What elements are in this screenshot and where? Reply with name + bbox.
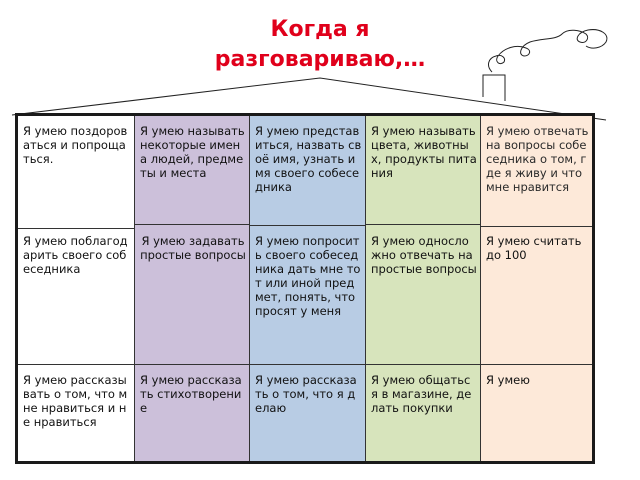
divider <box>18 364 134 365</box>
column-1 <box>18 116 135 461</box>
divider <box>481 364 592 365</box>
divider <box>250 225 365 226</box>
divider <box>366 364 480 365</box>
page-title-line-2: разговариваю,… <box>214 47 426 72</box>
divider <box>18 228 134 229</box>
cell-col5-row3: Я умею <box>486 373 530 387</box>
cell-col4-row3: Я умею общаться в магазине, делать покупки <box>371 373 472 415</box>
cell-col3-row3: Я умею рассказать о том, что я делаю <box>255 373 357 415</box>
cell-col1-row1: Я умею поздороваться и попрощаться. <box>23 124 128 166</box>
divider <box>250 364 365 365</box>
divider <box>135 364 249 365</box>
column-3 <box>250 116 366 461</box>
column-4 <box>366 116 481 461</box>
cell-col4-row2: Я умею односложно отвечать на простые вопросы <box>371 234 477 276</box>
cell-col4-row1: Я умею называть цвета, животных, продукты питания <box>371 124 477 180</box>
divider <box>366 224 480 225</box>
cell-col2-row1: Я умею называть некоторые имена людей, предметы и места <box>140 124 245 180</box>
cell-col5-row1: Я умею отвечать на вопросы собеседника о том, где я живу и что мне нравится <box>486 124 589 194</box>
chimney-smoke-icon <box>489 30 607 72</box>
chimney <box>483 75 505 101</box>
cell-col5-row2: Я умею считать до 100 <box>486 234 582 262</box>
cell-col3-row1: Я умею представиться, назвать своё имя, узнать имя своего собеседника <box>255 124 362 194</box>
cell-col3-row2: Я умею попросить своего собеседника дать мне тот или иной предмет, понять, что просят у меня <box>255 234 361 318</box>
divider <box>481 226 592 227</box>
cell-col1-row3: Я умею рассказывать о том, что мне нравиться и не нравиться <box>23 373 128 429</box>
skills-table <box>15 113 595 464</box>
column-2 <box>135 116 250 461</box>
divider <box>135 224 249 225</box>
column-5 <box>481 116 592 461</box>
page-title-line-1: Когда я <box>270 17 370 42</box>
cell-col2-row2: Я умею задавать простые вопросы <box>140 234 246 262</box>
cell-col2-row3: Я умею рассказать стихотворение <box>140 373 242 415</box>
cell-col1-row2: Я умею поблагодарить своего собеседника <box>23 234 128 276</box>
